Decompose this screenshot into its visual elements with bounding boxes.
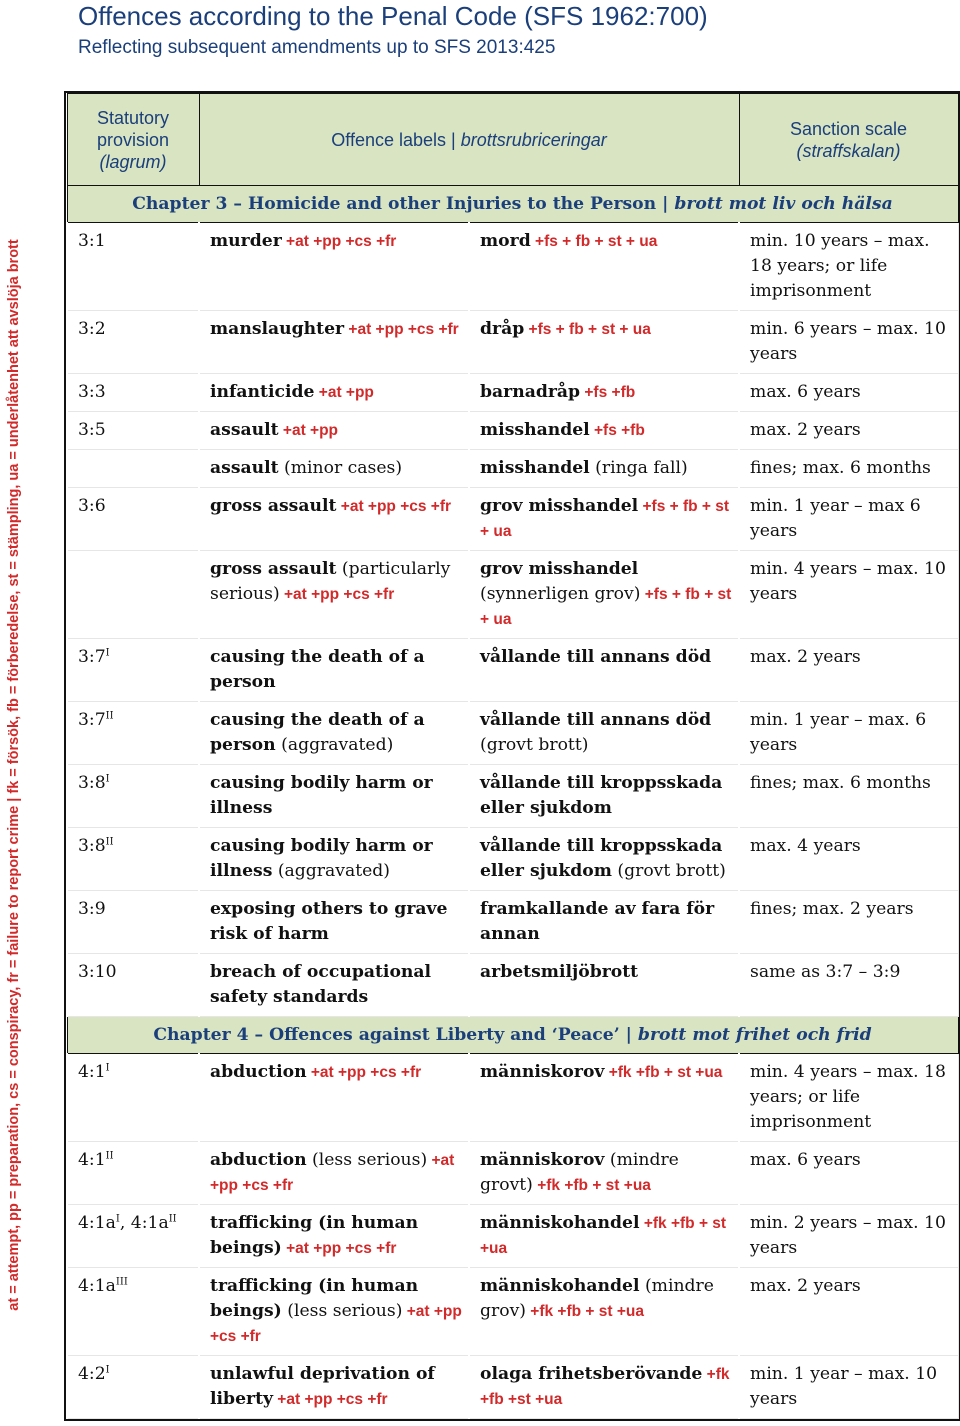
- offence-sv-cell: vållande till kroppsskada eller sjukdom: [469, 765, 739, 828]
- provision-cell: $4:1^{II}$: [67, 1142, 199, 1205]
- provision-cell: $4:1a^I$, $4:1a^{II}$: [67, 1205, 199, 1268]
- chapter-heading-cell: Chapter 3 – Homicide and other Injuries to the Person | brott mot liv och hälsa: [67, 186, 958, 223]
- offence-sv-cell: olaga frihetsberövande +fk +fb +st +ua: [469, 1356, 739, 1419]
- sanction-cell: min. 1 year – max. 10 years: [739, 1356, 958, 1419]
- sanction-cell: max. 4 years: [739, 828, 958, 891]
- offence-en-cell: assault (minor cases): [199, 450, 469, 488]
- offence-en-cell: causing the death of a person: [199, 639, 469, 702]
- offence-en-cell: unlawful deprivation of liberty +at +pp +cs +fr: [199, 1356, 469, 1419]
- table-header-row: [67, 94, 958, 186]
- table-row: [67, 828, 958, 891]
- chapter-heading: [67, 186, 958, 223]
- offence-sv-cell: grov misshandel +fs + fb + st + ua: [469, 488, 739, 551]
- column-header-offence: Offence labels | brottsrubriceringar: [199, 94, 739, 186]
- table-row: [67, 311, 958, 374]
- offence-en-cell: trafficking (in human beings) +at +pp +cs +fr: [199, 1205, 469, 1268]
- sanction-cell: min. 4 years – max. 18 years; or life imprisonment: [739, 1054, 958, 1142]
- sanction-cell: max. 2 years: [739, 639, 958, 702]
- table-row: [67, 1205, 958, 1268]
- offence-en-cell: causing bodily harm or illness (aggravated): [199, 828, 469, 891]
- table-row: [67, 488, 958, 551]
- offences-table: [66, 93, 959, 1419]
- sanction-cell: same as 3:7 – 3:9: [739, 954, 958, 1017]
- table-row: [67, 1268, 958, 1356]
- sanction-cell: min. 1 year – max 6 years: [739, 488, 958, 551]
- sanction-cell: max. 2 years: [739, 412, 958, 450]
- provision-cell: 3:3: [67, 374, 199, 412]
- offence-en-cell: exposing others to grave risk of harm: [199, 891, 469, 954]
- offence-sv-cell: vållande till annans död (grovt brott): [469, 702, 739, 765]
- table-row: [67, 639, 958, 702]
- offence-en-cell: causing the death of a person (aggravated): [199, 702, 469, 765]
- column-header-provision: Statutory provision (lagrum): [67, 94, 199, 186]
- sanction-cell: max. 6 years: [739, 374, 958, 412]
- provision-cell: 3:1: [67, 223, 199, 311]
- provision-cell: [67, 551, 199, 639]
- table-row: [67, 954, 958, 1017]
- provision-cell: $3:7^I$: [67, 639, 199, 702]
- sanction-cell: min. 2 years – max. 10 years: [739, 1205, 958, 1268]
- offence-sv-cell: misshandel +fs +fb: [469, 412, 739, 450]
- provision-cell: 3:2: [67, 311, 199, 374]
- offence-sv-cell: människorov (mindre grovt) +fk +fb + st +ua: [469, 1142, 739, 1205]
- offence-sv-cell: människohandel (mindre grov) +fk +fb + st +ua: [469, 1268, 739, 1356]
- provision-cell: [67, 450, 199, 488]
- table-row: [67, 891, 958, 954]
- sanction-cell: fines; max. 6 months: [739, 450, 958, 488]
- offence-sv-cell: mord +fs + fb + st + ua: [469, 223, 739, 311]
- table-row: [67, 1054, 958, 1142]
- offence-sv-cell: vållande till kroppsskada eller sjukdom (grovt brott): [469, 828, 739, 891]
- offence-sv-cell: barnadråp +fs +fb: [469, 374, 739, 412]
- table-row: [67, 1356, 958, 1419]
- sanction-cell: min. 6 years – max. 10 years: [739, 311, 958, 374]
- sanction-cell: min. 4 years – max. 10 years: [739, 551, 958, 639]
- offence-sv-cell: människorov +fk +fb + st +ua: [469, 1054, 739, 1142]
- offence-en-cell: murder +at +pp +cs +fr: [199, 223, 469, 311]
- provision-cell: $3:8^{II}$: [67, 828, 199, 891]
- offence-en-cell: abduction (less serious) +at +pp +cs +fr: [199, 1142, 469, 1205]
- offence-en-cell: gross assault (particularly serious) +at +pp +cs +fr: [199, 551, 469, 639]
- table-row: [67, 450, 958, 488]
- sanction-cell: fines; max. 2 years: [739, 891, 958, 954]
- chapter-heading: [67, 1017, 958, 1054]
- offence-en-cell: gross assault +at +pp +cs +fr: [199, 488, 469, 551]
- offence-sv-cell: framkallande av fara för annan: [469, 891, 739, 954]
- chapter-heading-cell: Chapter 4 – Offences against Liberty and ‘Peace’ | brott mot frihet och frid: [67, 1017, 958, 1054]
- offence-en-cell: infanticide +at +pp: [199, 374, 469, 412]
- sanction-cell: min. 10 years – max. 18 years; or life imprisonment: [739, 223, 958, 311]
- table-row: [67, 551, 958, 639]
- provision-cell: $3:8^I$: [67, 765, 199, 828]
- provision-cell: 3:5: [67, 412, 199, 450]
- offence-en-cell: manslaughter +at +pp +cs +fr: [199, 311, 469, 374]
- table-row: [67, 412, 958, 450]
- offence-sv-cell: dråp +fs + fb + st + ua: [469, 311, 739, 374]
- provision-cell: 3:10: [67, 954, 199, 1017]
- provision-cell: $4:2^I$: [67, 1356, 199, 1419]
- sanction-cell: min. 1 year – max. 6 years: [739, 702, 958, 765]
- sanction-cell: max. 2 years: [739, 1268, 958, 1356]
- offence-sv-cell: misshandel (ringa fall): [469, 450, 739, 488]
- abbreviation-legend: at = attempt, pp = preparation, cs = conspiracy, fr = failure to report crime | fk = försök, fb = förberedelse, st = stämpling, ua = underlåtenhet att avslöja brott: [6, 239, 22, 1311]
- table-row: [67, 374, 958, 412]
- offence-sv-cell: människohandel +fk +fb + st +ua: [469, 1205, 739, 1268]
- page-subtitle: Reflecting subsequent amendments up to SFS 2013:425: [78, 37, 556, 58]
- offence-sv-cell: vållande till annans död: [469, 639, 739, 702]
- sanction-cell: fines; max. 6 months: [739, 765, 958, 828]
- provision-cell: $4:1^I$: [67, 1054, 199, 1142]
- column-header-sanction: Sanction scale (straffskalan): [739, 94, 958, 186]
- provision-cell: 3:6: [67, 488, 199, 551]
- provision-cell: $4:1a^{III}$: [67, 1268, 199, 1356]
- offence-en-cell: breach of occupational safety standards: [199, 954, 469, 1017]
- provision-cell: 3:9: [67, 891, 199, 954]
- offence-en-cell: causing bodily harm or illness: [199, 765, 469, 828]
- sanction-cell: max. 6 years: [739, 1142, 958, 1205]
- page-title: Offences according to the Penal Code (SFS 1962:700): [78, 1, 708, 31]
- table-row: [67, 223, 958, 311]
- provision-cell: $3:7^{II}$: [67, 702, 199, 765]
- offence-en-cell: trafficking (in human beings) (less serious) +at +pp +cs +fr: [199, 1268, 469, 1356]
- table-row: [67, 765, 958, 828]
- table-row: [67, 1142, 958, 1205]
- offence-sv-cell: grov misshandel (synnerligen grov) +fs + fb + st + ua: [469, 551, 739, 639]
- offence-en-cell: abduction +at +pp +cs +fr: [199, 1054, 469, 1142]
- offence-en-cell: assault +at +pp: [199, 412, 469, 450]
- table-row: [67, 702, 958, 765]
- offence-sv-cell: arbetsmiljöbrott: [469, 954, 739, 1017]
